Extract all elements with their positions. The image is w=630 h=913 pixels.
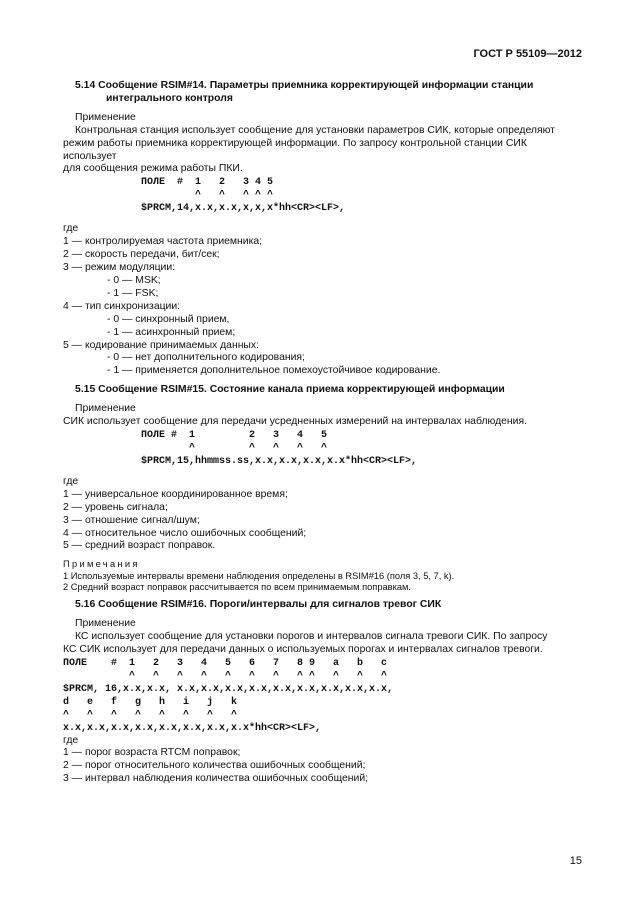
notes-label: Примечания <box>63 559 140 570</box>
list-item: 4 — относительное число ошибочных сообщений; <box>63 527 307 539</box>
code-line: x.x,x.x,x.x,x.x,x.x,x.x,x.x,x.x*hh<CR><LF>, <box>63 722 322 734</box>
section-5-16-title: 5.16 Сообщение RSIM#16. Пороги/интервалы для сигналов тревог СИК <box>75 598 442 610</box>
code-line: $PRCM,14,x.x,x.x,x,x,x*hh<CR><LF>, <box>141 203 346 215</box>
code-line: ^ ^ ^ ^ ^ <box>141 190 274 202</box>
code-line: ПОЛЕ # 1 2 3 4 5 <box>141 429 328 441</box>
paragraph-line: Контрольная станция использует сообщение для установки параметров СИК, которые определяют <box>75 124 555 136</box>
list-item: 3 — интервал наблюдения количества ошибочных сообщений; <box>63 773 369 785</box>
list-subitem: - 0 — нет дополнительного кодирования; <box>107 352 305 364</box>
list-subitem: - 1 — применяется дополнительное помехоустойчивое кодирование. <box>107 365 441 377</box>
code-line: $PRCM,15,hhmmss.ss,x.x,x.x,x.x,x.x*hh<CR><LF>, <box>141 455 418 467</box>
section-title-line: 5.14 Сообщение RSIM#14. Параметры приемника корректирующей информации станции <box>75 80 534 91</box>
paragraph-line: КС СИК использует для передачи данных о используемых порогах и интервалах сигналов тревоги. <box>63 643 543 655</box>
standard-header: ГОСТ Р 55109—2012 <box>473 48 582 60</box>
list-item: 1 — универсальное координированное время; <box>63 488 288 500</box>
list-item: 2 — порог относительного количества ошибочных сообщений; <box>63 760 366 772</box>
section-5-14-title <box>75 80 582 106</box>
application-label: Применение <box>75 617 136 629</box>
code-line: d e f g h i j k <box>63 696 238 708</box>
paragraph-line: КС использует сообщение для установки порогов и интервалов сигнала тревоги СИК. По запросу <box>75 630 548 642</box>
code-line: $PRCM, 16,x.x,x.x, x.x,x.x,x.x,x.x,x.x,x.x,x.x,x.x,x.x, <box>63 683 394 695</box>
paragraph-line: для сообщения режима работы ПКИ. <box>63 163 243 175</box>
page-number: 15 <box>569 855 582 867</box>
note-line: 2 Средний возраст поправок рассчитывается по всем принимаемым поправкам. <box>63 582 412 593</box>
list-item: 4 — тип синхронизации: <box>63 300 181 312</box>
list-item: 2 — уровень сигнала; <box>63 501 168 513</box>
code-line: ПОЛЕ # 1 2 3 4 5 6 7 8 9 a b c <box>63 657 388 669</box>
where-label: где <box>63 223 79 235</box>
paragraph-line: СИК использует сообщение для передачи усредненных измерений на интервалах наблюдения. <box>63 416 527 428</box>
list-item: 1 — контролируемая частота приемника; <box>63 236 263 248</box>
list-subitem: - 0 — MSK; <box>107 274 161 286</box>
application-label: Применение <box>75 403 136 415</box>
list-item: 3 — режим модуляции: <box>63 262 176 274</box>
application-label: Применение <box>75 111 136 123</box>
list-subitem: - 1 — FSK; <box>107 287 159 299</box>
page-content <box>63 80 582 786</box>
code-line: ^ ^ ^ ^ ^ ^ ^ ^ <box>63 709 238 721</box>
code-line: ^ ^ ^ ^ ^ ^ ^ ^ ^ ^ ^ ^ <box>63 670 388 682</box>
list-item: 5 — кодирование принимаемых данных: <box>63 339 259 351</box>
list-item: 1 — порог возраста RTCM поправок; <box>63 747 241 759</box>
code-line: ^ ^ ^ ^ ^ <box>141 442 328 454</box>
list-subitem: - 0 — синхронный прием, <box>107 313 230 325</box>
where-label: где <box>63 734 79 746</box>
list-item: 3 — отношение сигнал/шум; <box>63 514 200 526</box>
section-5-15-title: 5.15 Сообщение RSIM#15. Состояние канала приема корректирующей информации <box>75 384 505 396</box>
list-item: 5 — средний возраст поправок. <box>63 540 216 552</box>
code-line: ПОЛЕ # 1 2 3 4 5 <box>141 177 274 189</box>
note-line: 1 Используемые интервалы времени наблюдения определены в RSIM#16 (поля 3, 5, 7, k). <box>63 570 455 581</box>
paragraph-line: режим работы приемника корректирующей информации. По запросу контрольной станции СИК использует <box>63 137 527 162</box>
list-item: 2 — скорость передачи, бит/сек; <box>63 249 220 261</box>
section-title-line: интегрального контроля <box>106 92 233 104</box>
list-subitem: - 1 — асинхронный прием; <box>107 326 236 338</box>
where-label: где <box>63 475 79 487</box>
